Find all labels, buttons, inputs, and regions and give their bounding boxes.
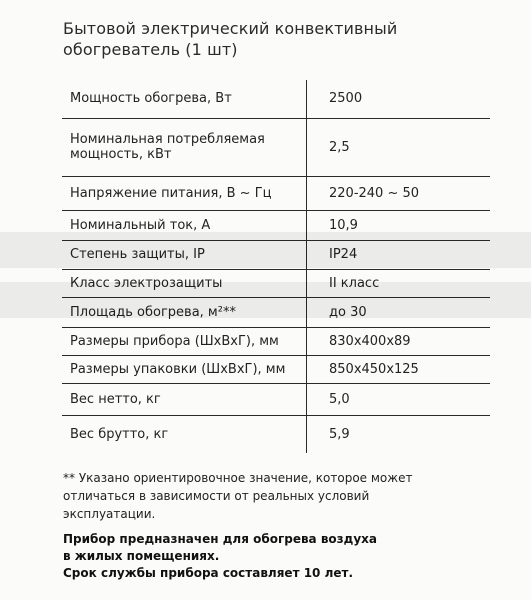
purpose-line-3: Срок службы прибора составляет 10 лет. [63,566,354,580]
spec-label: Класс электрозащиты [62,269,307,297]
spec-label: Мощность обогрева, Вт [62,80,307,118]
spec-value: 2,5 [307,118,491,176]
spec-value: 850x450x125 [307,355,491,383]
table-row [62,80,490,118]
table-row [62,383,490,415]
table-row [62,240,490,269]
spec-value: 220-240 ~ 50 [307,176,491,210]
spec-value: 5,9 [307,415,491,453]
title-line-2: обогреватель (1 шт) [63,40,238,59]
table-row [62,297,490,327]
title-line-1: Бытовой электрический конвективный [63,19,398,38]
spec-label: Номинальный ток, А [62,210,307,240]
footnote-line-1: ** Указано ориентировочное значение, которое может [63,471,413,485]
spec-value: II класс [307,269,491,297]
purpose-line-1: Прибор предназначен для обогрева воздуха [63,532,377,546]
table-row [62,415,490,453]
table-row [62,269,490,297]
purpose-statement [63,531,483,582]
spec-label: Степень защиты, IP [62,240,307,269]
document-title [63,18,483,60]
spec-label: Напряжение питания, В ~ Гц [62,176,307,210]
spec-label: Площадь обогрева, м²** [62,297,307,327]
footnote [63,469,483,523]
table-row [62,327,490,355]
table-row [62,210,490,240]
spec-label: Размеры прибора (ШхВхГ), мм [62,327,307,355]
spec-label: Вес брутто, кг [70,426,169,442]
footnote-line-3: эксплуатации. [63,507,156,521]
table-row [62,355,490,383]
spec-value: до 30 [307,297,491,327]
specifications-table [62,80,490,453]
spec-label: Номинальная потребляемая мощность, кВт [62,118,307,176]
spec-label: Размеры упаковки (ШхВхГ), мм [62,355,307,383]
spec-value: 830x400x89 [307,327,491,355]
purpose-line-2: в жилых помещениях. [63,549,220,563]
spec-label: Вес нетто, кг [62,383,307,415]
spec-value: 5,0 [307,383,491,415]
footnote-line-2: отличаться в зависимости от реальных условий [63,489,370,503]
spec-value: IP24 [307,240,491,269]
spec-value: 10,9 [307,210,491,240]
table-row [62,176,490,210]
table-row [62,118,490,176]
spec-value: 2500 [307,80,491,118]
